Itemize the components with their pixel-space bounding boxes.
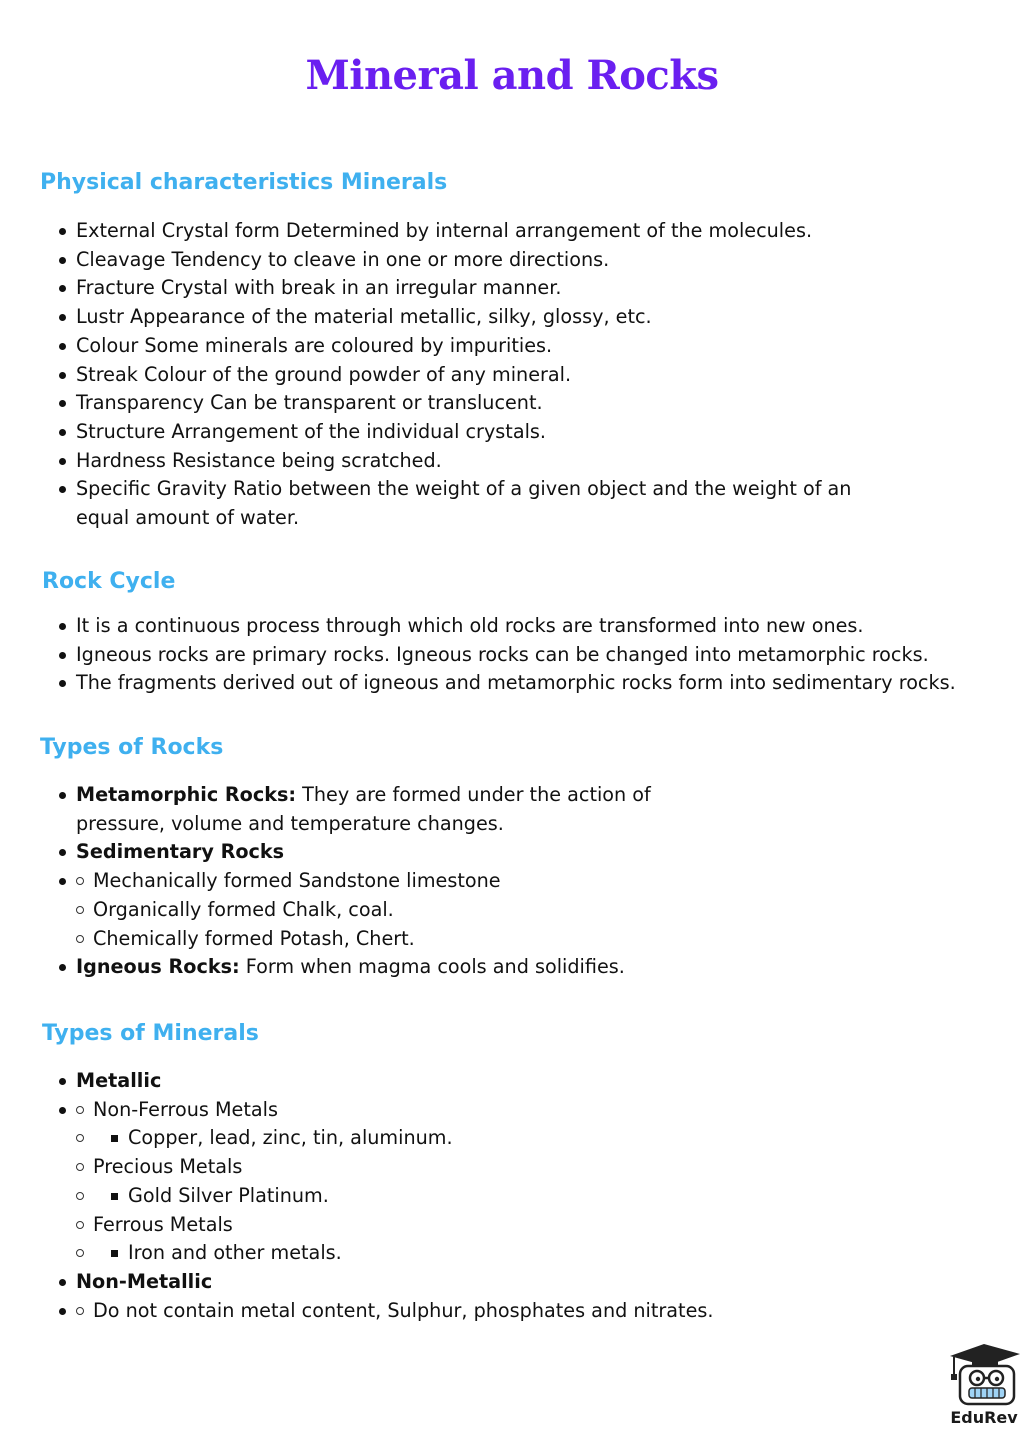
page-title: Mineral and Rocks [305, 52, 719, 99]
metamorphic-label: Metamorphic Rocks: [76, 783, 297, 806]
sedimentary-sublist-holder [58, 867, 658, 953]
types-of-minerals-list [58, 1067, 818, 1325]
list-item: Igneous rocks are primary rocks. Igneous rocks can be changed into metamorphic rocks. [58, 641, 1008, 670]
list-item: Do not contain metal content, Sulphur, phosphates and nitrates. [58, 1297, 818, 1326]
list-item: Lustr Appearance of the material metallic, silky, glossy, etc. [58, 303, 878, 332]
list-item: Copper, lead, zinc, tin, aluminum. [58, 1124, 818, 1153]
physical-characteristics-list [58, 217, 878, 533]
list-item-metallic [58, 1067, 818, 1096]
list-item: Organically formed Chalk, coal. [58, 896, 658, 925]
list-item-non-ferrous: Non-Ferrous Metals [58, 1096, 818, 1125]
list-item: Hardness Resistance being scratched. [58, 447, 878, 476]
non-ferrous-holder [58, 1124, 818, 1153]
types-of-rocks-list [58, 781, 658, 982]
list-item: Fracture Crystal with break in an irregular manner. [58, 274, 878, 303]
list-item: External Crystal form Determined by internal arrangement of the molecules. [58, 217, 878, 246]
list-item: Streak Colour of the ground powder of any mineral. [58, 361, 878, 390]
logo-text: EduRev [950, 1408, 1018, 1427]
metallic-label: Metallic [76, 1069, 162, 1092]
non-metallic-sublist-holder [58, 1297, 818, 1326]
edurev-logo[interactable] [942, 1340, 1024, 1430]
non-metallic-sublist [58, 1297, 818, 1326]
graduation-cap-mascot-icon [942, 1340, 1024, 1406]
list-item-non-metallic [58, 1268, 818, 1297]
list-item: Structure Arrangement of the individual crystals. [58, 418, 878, 447]
list-item: Iron and other metals. [58, 1239, 818, 1268]
metamorphic-text: They are formed under the action of pressure, volume and temperature changes. [76, 783, 651, 835]
precious-holder [58, 1182, 818, 1211]
list-item: Colour Some minerals are coloured by impurities. [58, 332, 878, 361]
sedimentary-label: Sedimentary Rocks [76, 840, 285, 864]
list-item: The fragments derived out of igneous and metamorphic rocks form into sedimentary rocks. [58, 669, 1008, 698]
igneous-text: Form when magma cools and solidifies. [239, 955, 625, 979]
ferrous-holder [58, 1239, 818, 1268]
list-item: Gold Silver Platinum. [58, 1182, 818, 1211]
metallic-sublist-holder [58, 1096, 818, 1268]
precious-sublist [58, 1182, 818, 1211]
list-item: It is a continuous process through which old rocks are transformed into new ones. [58, 612, 1008, 641]
heading-rock-cycle: Rock Cycle [42, 569, 176, 594]
list-item-sedimentary [58, 838, 658, 867]
heading-physical-characteristics: Physical characteristics Minerals [40, 170, 448, 195]
list-item-metamorphic [58, 781, 658, 838]
heading-types-of-rocks: Types of Rocks [40, 735, 224, 760]
igneous-label: Igneous Rocks: [76, 955, 240, 979]
metallic-sublist [58, 1096, 818, 1268]
list-item: Transparency Can be transparent or translucent. [58, 389, 878, 418]
ferrous-sublist [58, 1239, 818, 1268]
list-item: Mechanically formed Sandstone limestone [58, 867, 658, 896]
non-metallic-label: Non-Metallic [76, 1269, 213, 1293]
list-item-igneous [58, 953, 658, 982]
list-item-ferrous: Ferrous Metals [58, 1211, 818, 1240]
list-item: Chemically formed Potash, Chert. [58, 925, 658, 954]
list-item: Specific Gravity Ratio between the weight of a given object and the weight of an equal amount of water. [58, 475, 878, 532]
list-item: Cleavage Tendency to cleave in one or more directions. [58, 246, 878, 275]
sedimentary-sublist [58, 867, 658, 953]
rock-cycle-list [58, 612, 1008, 698]
non-ferrous-sublist [58, 1124, 818, 1153]
heading-types-of-minerals: Types of Minerals [42, 1021, 259, 1046]
list-item-precious: Precious Metals [58, 1153, 818, 1182]
